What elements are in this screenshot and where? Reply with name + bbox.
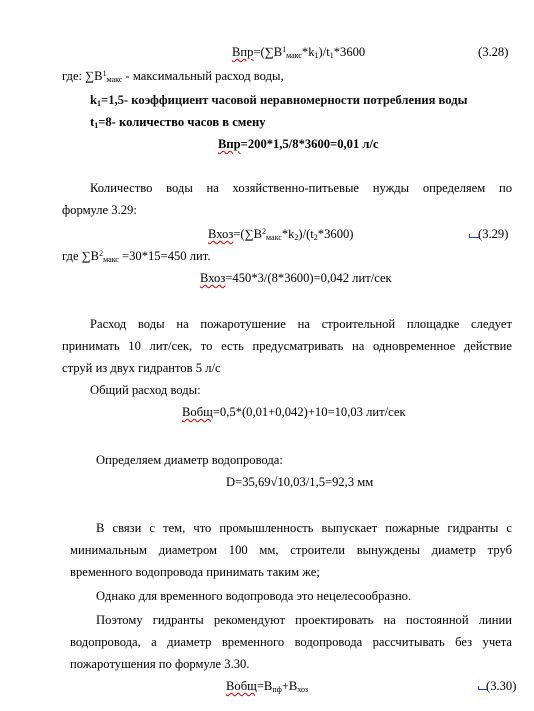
formula-3-28-t-sub: 1 [329,51,334,60]
calc-2-rhs: =450*3/(8*3600)=0,042 лит/сек [225,271,392,285]
formula-3-30-sub-2: хоз [297,685,309,694]
para-5-line-3: временного водопровода принимать таким же; [70,565,320,579]
formula-3-29-sub-maks: макс [266,233,282,242]
t1-sub: 1 [94,121,99,130]
calc-1 [218,136,379,152]
formula-3-28-lhs: Впр [232,45,254,59]
formula-3-28-k-sub: 1 [314,51,319,60]
para-3-line-4: Общий расход воды: [90,383,201,397]
t1-definition [90,114,266,130]
where-1-text: - максимальный расход воды, [122,69,284,83]
formula-3-30-lhs: Вобщ [226,679,257,693]
formula-3-29-k-sub: 2 [294,233,299,242]
formula-3-28-k: *k [301,45,315,59]
formula-3-29-open: =(∑В [233,227,263,241]
para-5-line-1: В связи с тем, что промышленность выпускает пожарные гидранты с [96,521,512,535]
para-5-line-4: Однако для временного водопровода это нецелесообразно. [96,589,412,603]
formula-3-28-t: )/t [318,45,330,59]
k1-definition [90,92,467,108]
where-1-lead: где: ∑В [62,69,103,83]
where-line-1 [62,68,284,84]
formula-3-28 [232,44,365,60]
calc-1-lhs: Впр [218,137,241,151]
para-2-line-2: формуле 3.29: [62,203,137,217]
where-2-lead: где ∑В [62,249,100,263]
formula-3-30 [226,678,308,694]
where-line-2 [62,248,210,264]
formula-3-30-plus: +В [281,679,298,693]
t1-text: =8- количество часов в смену [98,115,266,129]
k1-text: =1,5- коэффициент часовой неравномерности потребления воды [101,93,468,107]
para-3-line-1: Расход воды на пожаротушение на строительной площадке следует [90,317,512,331]
formula-3-29-sup: 2 [262,227,267,236]
where-2-sub: макс [103,255,119,264]
formula-3-29-number: (3.29) [478,227,509,241]
where-1-sub: макс [106,75,123,84]
para-5-line-5: Поэтому гидранты рекомендуют проектировать на постоянной линии [96,613,512,627]
formula-3-29-t: )/(t [298,227,314,241]
para-3-line-2: принимать 10 лит/сек, то есть предусматривать на одновременное действие [62,339,512,353]
formula-3-29-t-sub: 2 [313,233,318,242]
formula-3-28-sup: 1 [282,45,287,54]
formula-3-30-eq: =В [256,679,273,693]
calc-3-lhs: Вобщ [182,405,213,419]
para-2-line-1: Количество воды на хозяйственно-питьевые нужды определяем по [90,181,512,195]
para-5-line-2: минимальным диаметром 100 мм, строители вынуждены диаметр труб [70,543,512,557]
formula-3-28-open: =(∑В [253,45,283,59]
formula-3-28-tail: *3600 [333,45,366,59]
k1-symbol: k [90,93,98,107]
calc-2-lhs: Вхоз [200,271,226,285]
calc-1-rhs: =200*1,5/8*3600=0,01 л/с [240,137,379,151]
para-5-line-7: пожаротушения по формуле 3.30. [70,657,250,671]
para-5-line-6: водопровода, а диаметр временного водопровода рассчитывать без учета [70,635,512,649]
k1-sub: 1 [97,99,102,108]
formula-3-29 [208,226,353,242]
para-3-line-3: струй из двух гидрантов 5 л/с [62,361,221,375]
formula-3-30-number: (3.30) [486,679,517,693]
formula-3-28-sub-maks: макс [286,51,302,60]
where-2-text: =30*15=450 лит. [118,249,211,263]
formula-3-30-sub-1: пф [272,685,282,694]
calc-3 [182,404,406,420]
where-1-sup: 1 [102,69,107,78]
diameter-formula: D=35,69√10,03/1,5=92,3 мм [226,475,374,489]
where-2-sup: 2 [99,249,104,258]
para-4-line-1: Определяем диаметр водопровода: [96,453,283,467]
t1-symbol: t [90,115,95,129]
formula-3-28-number: (3.28) [478,45,509,59]
formula-3-29-tail: *3600) [317,227,354,241]
formula-3-29-k: *k [281,227,295,241]
calc-3-rhs: =0,5*(0,01+0,042)+10=10,03 лит/сек [212,405,406,419]
calc-2 [200,270,392,286]
formula-3-29-lhs: Вхоз [208,227,234,241]
